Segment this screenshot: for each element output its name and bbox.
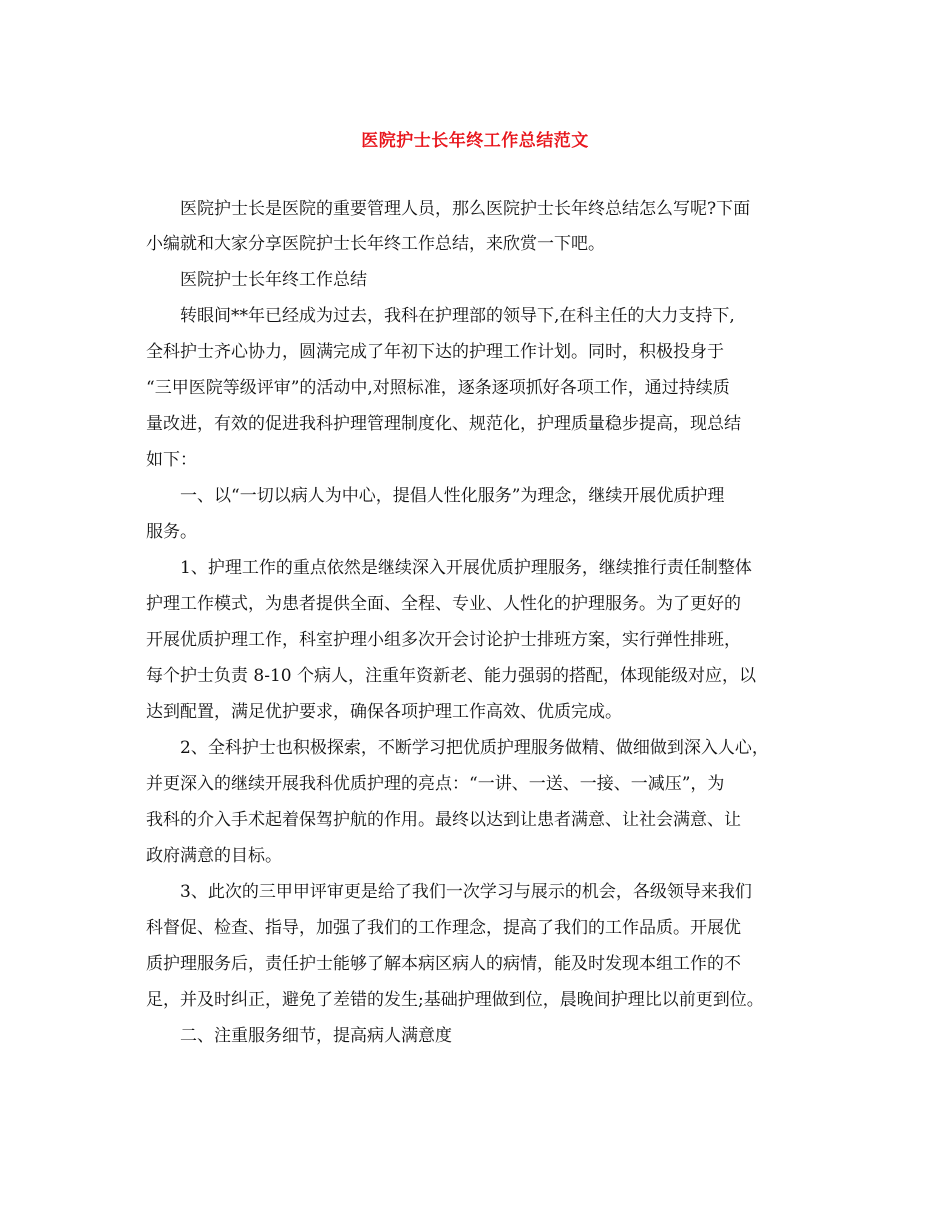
- paragraph-line: 1、护理工作的重点依然是继续深入开展优质护理服务，继续推行责任制整体: [180, 558, 752, 578]
- paragraph-line: 如下：: [146, 450, 197, 470]
- paragraph-line: “三甲医院等级评审”的活动中,对照标准，逐条逐项抓好各项工作，通过持续质: [146, 378, 730, 398]
- section-heading: 医院护士长年终工作总结: [180, 270, 367, 290]
- paragraph-line: 开展优质护理工作，科室护理小组多次开会讨论护士排班方案，实行弹性排班，: [146, 630, 741, 650]
- paragraph-line: 全科护士齐心协力，圆满完成了年初下达的护理工作计划。同时，积极投身于: [146, 342, 724, 362]
- paragraph-line: 并更深入的继续开展我科优质护理的亮点：“一讲、一送、一接、一减压”，为: [146, 774, 725, 794]
- document-title: 医院护士长年终工作总结范文: [361, 131, 589, 151]
- paragraph-line: 每个护士负责 8-10 个病人，注重年资新老、能力强弱的搭配，体现能级对应，以: [146, 666, 756, 686]
- paragraph-line: 科督促、检查、指导，加强了我们的工作理念，提高了我们的工作品质。开展优: [146, 918, 741, 938]
- paragraph-line: 转眼间**年已经成为过去，我科在护理部的领导下,在科主任的大力支持下,: [180, 306, 735, 326]
- paragraph-line: 质护理服务后，责任护士能够了解本病区病人的病情，能及时发现本组工作的不: [146, 954, 741, 974]
- paragraph-line: 足，并及时纠正，避免了差错的发生;基础护理做到位，晨晚间护理比以前更到位。: [146, 990, 764, 1010]
- paragraph-line: 达到配置，满足优护要求，确保各项护理工作高效、优质完成。: [146, 702, 622, 722]
- section-heading: 服务。: [146, 522, 197, 542]
- paragraph-line: 护理工作模式，为患者提供全面、全程、专业、人性化的护理服务。为了更好的: [146, 594, 741, 614]
- paragraph-line: 量改进，有效的促进我科护理管理制度化、规范化，护理质量稳步提高，现总结: [146, 414, 741, 434]
- paragraph-line: 我科的介入手术起着保驾护航的作用。最终以达到让患者满意、让社会满意、让: [146, 810, 741, 830]
- paragraph-line: 3、此次的三甲甲评审更是给了我们一次学习与展示的机会，各级领导来我们: [180, 882, 752, 902]
- paragraph-line: 2、全科护士也积极探索，不断学习把优质护理服务做精、做细做到深入人心，: [180, 738, 769, 758]
- section-heading: 二、注重服务细节，提高病人满意度: [180, 1026, 452, 1046]
- paragraph-line: 政府满意的目标。: [146, 846, 282, 866]
- paragraph-line: 小编就和大家分享医院护士长年终工作总结，来欣赏一下吧。: [146, 234, 605, 254]
- paragraph-line: 医院护士长是医院的重要管理人员，那么医院护士长年终总结怎么写呢?下面: [180, 199, 751, 219]
- section-heading: 一、以“一切以病人为中心，提倡人性化服务”为理念，继续开展优质护理: [180, 486, 725, 506]
